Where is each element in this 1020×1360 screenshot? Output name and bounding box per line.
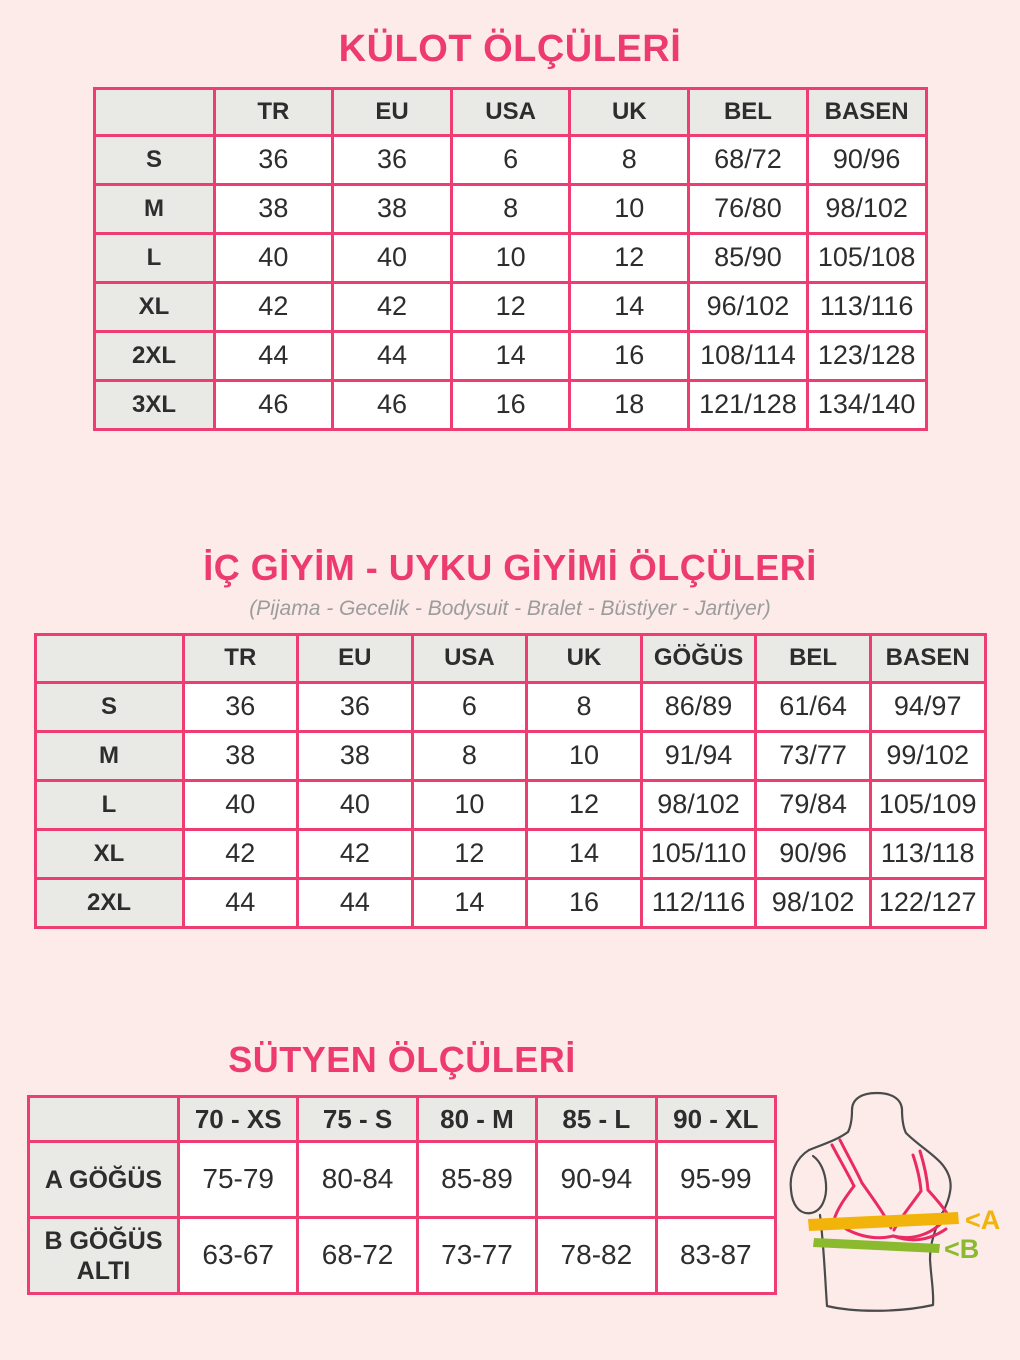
table-row xyxy=(29,1218,776,1294)
column-header: EU xyxy=(333,89,452,136)
size-table xyxy=(93,87,928,431)
torso-outline-icon xyxy=(791,1093,951,1311)
size-cell: 85-89 xyxy=(417,1142,536,1218)
size-cell: 105/110 xyxy=(641,830,756,879)
size-cell: 16 xyxy=(570,332,689,381)
ic-giyim-size-table xyxy=(34,633,987,929)
size-cell: 8 xyxy=(412,732,527,781)
size-cell: 16 xyxy=(451,381,570,430)
size-cell: 44 xyxy=(298,879,413,928)
size-cell: 90/96 xyxy=(807,136,926,185)
row-label: S xyxy=(35,683,183,732)
size-cell: 8 xyxy=(570,136,689,185)
row-label: B GÖĞÜS ALTI xyxy=(29,1218,179,1294)
band-a-label: <A xyxy=(965,1205,1001,1235)
size-cell: 36 xyxy=(333,136,452,185)
size-cell: 12 xyxy=(412,830,527,879)
size-cell: 46 xyxy=(333,381,452,430)
size-cell: 98/102 xyxy=(641,781,756,830)
table-row xyxy=(94,332,926,381)
column-header: 90 - XL xyxy=(656,1097,775,1142)
size-cell: 40 xyxy=(333,234,452,283)
corner-cell xyxy=(94,89,214,136)
section-kulot xyxy=(0,0,1020,431)
size-cell: 68/72 xyxy=(689,136,808,185)
column-header: 80 - M xyxy=(417,1097,536,1142)
size-cell: 10 xyxy=(570,185,689,234)
table-row xyxy=(94,136,926,185)
size-cell: 40 xyxy=(183,781,298,830)
row-label: XL xyxy=(94,283,214,332)
column-header: GÖĞÜS xyxy=(641,635,756,683)
size-cell: 36 xyxy=(298,683,413,732)
row-label: 2XL xyxy=(35,879,183,928)
header-row xyxy=(29,1097,776,1142)
column-header: TR xyxy=(183,635,298,683)
size-cell: 36 xyxy=(214,136,333,185)
size-cell: 42 xyxy=(298,830,413,879)
table-row xyxy=(35,830,985,879)
row-label: 3XL xyxy=(94,381,214,430)
size-cell: 6 xyxy=(451,136,570,185)
table-row xyxy=(29,1142,776,1218)
size-cell: 122/127 xyxy=(870,879,985,928)
size-cell: 14 xyxy=(570,283,689,332)
size-cell: 121/128 xyxy=(689,381,808,430)
table-row xyxy=(35,879,985,928)
size-cell: 68-72 xyxy=(298,1218,417,1294)
size-cell: 94/97 xyxy=(870,683,985,732)
table-row xyxy=(35,732,985,781)
size-table xyxy=(34,633,987,929)
size-cell: 10 xyxy=(412,781,527,830)
size-cell: 16 xyxy=(527,879,642,928)
size-cell: 78-82 xyxy=(537,1218,656,1294)
row-label: 2XL xyxy=(94,332,214,381)
size-table xyxy=(27,1095,777,1295)
size-cell: 18 xyxy=(570,381,689,430)
section-ic-giyim xyxy=(0,431,1020,929)
size-cell: 99/102 xyxy=(870,732,985,781)
size-cell: 36 xyxy=(183,683,298,732)
column-header: USA xyxy=(412,635,527,683)
size-cell: 86/89 xyxy=(641,683,756,732)
size-cell: 8 xyxy=(451,185,570,234)
bra-measurement-figure xyxy=(782,1082,1015,1360)
size-cell: 95-99 xyxy=(656,1142,775,1218)
column-header: 85 - L xyxy=(537,1097,656,1142)
size-cell: 73/77 xyxy=(756,732,871,781)
column-header: TR xyxy=(214,89,333,136)
row-label: S xyxy=(94,136,214,185)
column-header: 75 - S xyxy=(298,1097,417,1142)
size-cell: 38 xyxy=(333,185,452,234)
size-cell: 113/116 xyxy=(807,283,926,332)
size-cell: 8 xyxy=(527,683,642,732)
size-cell: 42 xyxy=(183,830,298,879)
size-cell: 96/102 xyxy=(689,283,808,332)
column-header: BEL xyxy=(756,635,871,683)
band-b-label: <B xyxy=(944,1234,980,1264)
column-header: USA xyxy=(451,89,570,136)
row-label: A GÖĞÜS xyxy=(29,1142,179,1218)
header-row xyxy=(35,635,985,683)
size-cell: 85/90 xyxy=(689,234,808,283)
size-cell: 42 xyxy=(214,283,333,332)
column-header: BASEN xyxy=(870,635,985,683)
size-cell: 75-79 xyxy=(179,1142,298,1218)
size-cell: 38 xyxy=(214,185,333,234)
size-cell: 42 xyxy=(333,283,452,332)
size-cell: 44 xyxy=(333,332,452,381)
row-label: M xyxy=(35,732,183,781)
size-cell: 61/64 xyxy=(756,683,871,732)
size-cell: 38 xyxy=(183,732,298,781)
row-label: XL xyxy=(35,830,183,879)
mannequin-torso-illustration xyxy=(782,1082,1015,1360)
table-row xyxy=(94,234,926,283)
row-label: M xyxy=(94,185,214,234)
sutyen-title: SÜTYEN ÖLÇÜLERİ xyxy=(228,1039,576,1080)
table-row xyxy=(94,185,926,234)
size-cell: 14 xyxy=(412,879,527,928)
size-cell: 6 xyxy=(412,683,527,732)
kulot-title: KÜLOT ÖLÇÜLERİ xyxy=(338,28,682,70)
size-cell: 12 xyxy=(451,283,570,332)
row-label: L xyxy=(94,234,214,283)
size-cell: 79/84 xyxy=(756,781,871,830)
size-cell: 90/96 xyxy=(756,830,871,879)
column-header: BASEN xyxy=(807,89,926,136)
size-cell: 91/94 xyxy=(641,732,756,781)
column-header: 70 - XS xyxy=(179,1097,298,1142)
size-cell: 73-77 xyxy=(417,1218,536,1294)
size-cell: 76/80 xyxy=(689,185,808,234)
size-cell: 80-84 xyxy=(298,1142,417,1218)
size-cell: 112/116 xyxy=(641,879,756,928)
table-row xyxy=(94,283,926,332)
size-cell: 134/140 xyxy=(807,381,926,430)
ic-giyim-title: İÇ GİYİM - UYKU GİYİMİ ÖLÇÜLERİ xyxy=(203,547,817,588)
size-cell: 105/109 xyxy=(870,781,985,830)
kulot-size-table xyxy=(93,87,928,431)
ic-giyim-subtitle: (Pijama - Gecelik - Bodysuit - Bralet - Büstiyer - Jartiyer) xyxy=(249,597,771,620)
column-header: EU xyxy=(298,635,413,683)
table-row xyxy=(94,381,926,430)
size-cell: 40 xyxy=(298,781,413,830)
size-cell: 98/102 xyxy=(756,879,871,928)
column-header: UK xyxy=(527,635,642,683)
size-cell: 46 xyxy=(214,381,333,430)
size-cell: 90-94 xyxy=(537,1142,656,1218)
size-cell: 44 xyxy=(183,879,298,928)
size-cell: 44 xyxy=(214,332,333,381)
size-cell: 108/114 xyxy=(689,332,808,381)
row-label: L xyxy=(35,781,183,830)
size-cell: 38 xyxy=(298,732,413,781)
table-row xyxy=(35,683,985,732)
size-cell: 14 xyxy=(451,332,570,381)
column-header: BEL xyxy=(689,89,808,136)
size-cell: 12 xyxy=(527,781,642,830)
size-cell: 83-87 xyxy=(656,1218,775,1294)
size-cell: 14 xyxy=(527,830,642,879)
size-cell: 113/118 xyxy=(870,830,985,879)
corner-cell xyxy=(29,1097,179,1142)
size-cell: 63-67 xyxy=(179,1218,298,1294)
size-cell: 10 xyxy=(527,732,642,781)
size-cell: 10 xyxy=(451,234,570,283)
corner-cell xyxy=(35,635,183,683)
column-header: UK xyxy=(570,89,689,136)
size-cell: 40 xyxy=(214,234,333,283)
size-cell: 105/108 xyxy=(807,234,926,283)
header-row xyxy=(94,89,926,136)
size-cell: 123/128 xyxy=(807,332,926,381)
sutyen-size-table xyxy=(27,1095,777,1295)
table-row xyxy=(35,781,985,830)
size-cell: 98/102 xyxy=(807,185,926,234)
size-cell: 12 xyxy=(570,234,689,283)
